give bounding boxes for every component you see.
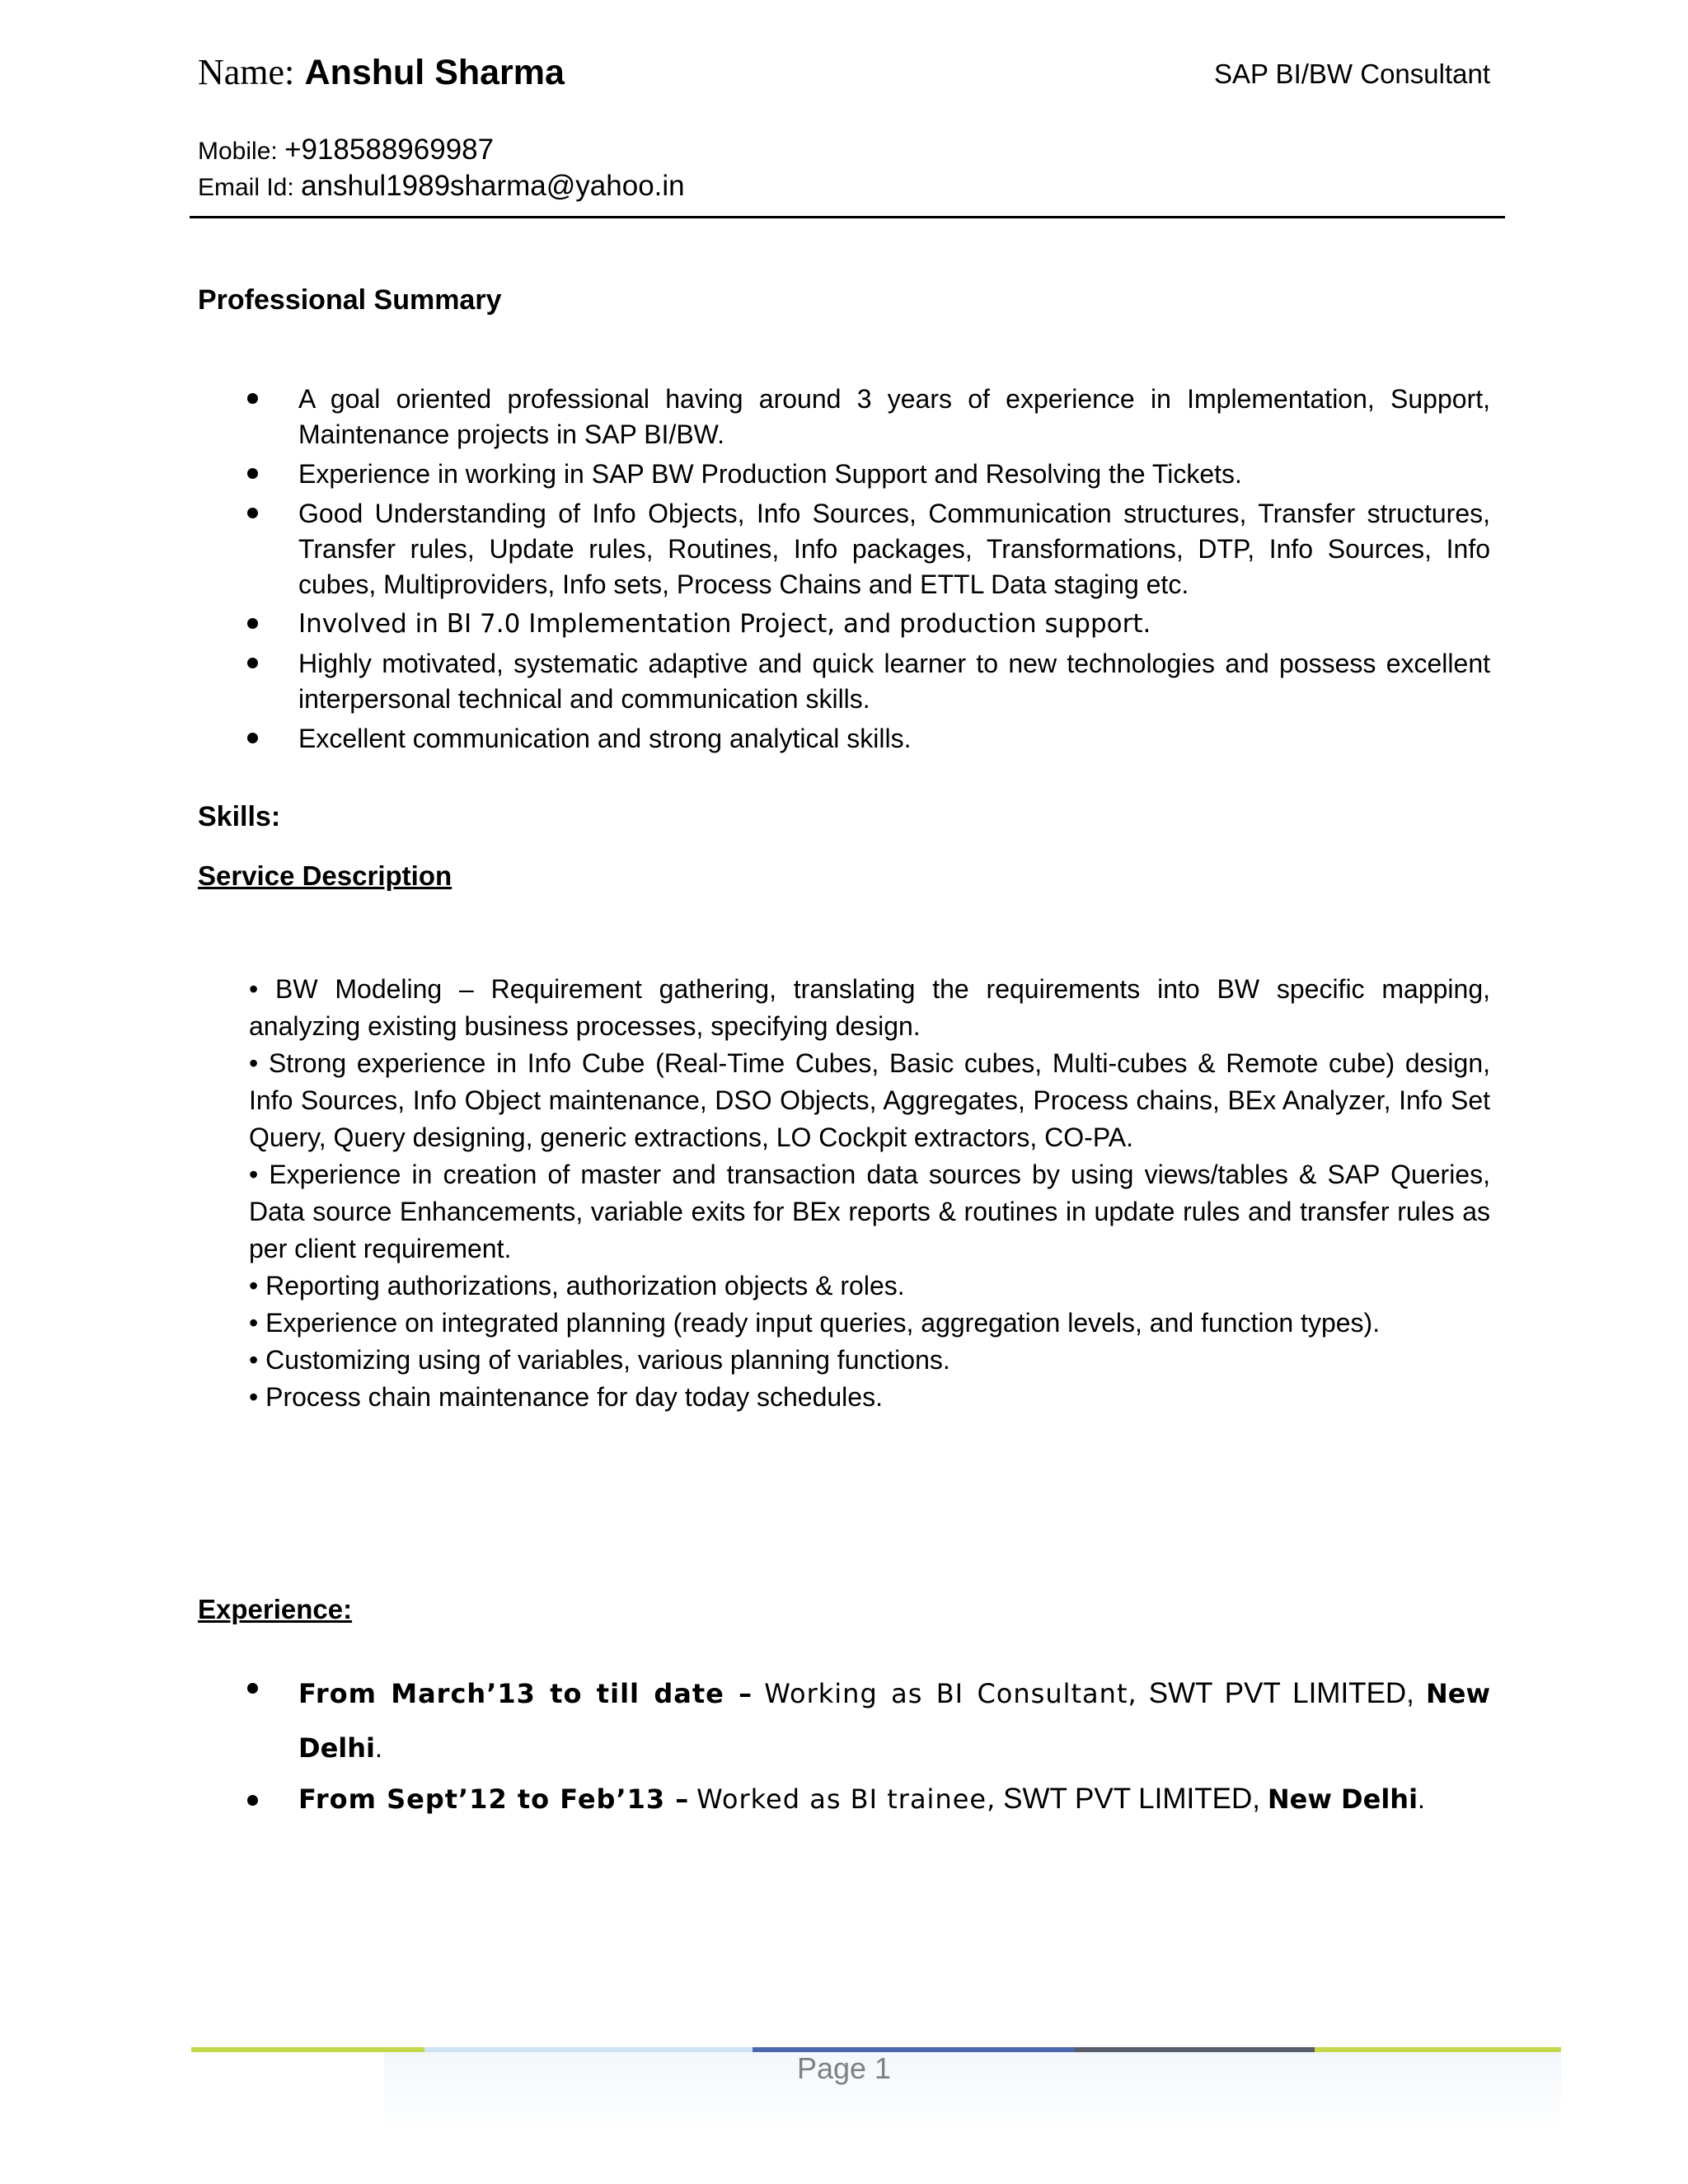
professional-summary-heading: Professional Summary [198, 284, 502, 316]
bullet-icon [247, 468, 258, 479]
summary-list [239, 382, 1490, 761]
experience-role: Working as BI Consultant, [764, 1678, 1137, 1709]
summary-item: Experience in working in SAP BW Production Support and Resolving the Tickets. [239, 457, 1490, 492]
service-item: • Process chain maintenance for day today schedules. [249, 1382, 883, 1412]
email-label: Email Id: [198, 174, 294, 201]
bullet-icon [247, 733, 258, 743]
bullet-icon [247, 618, 258, 629]
service-item: • Experience on integrated planning (ready input queries, aggregation levels, and function types). [249, 1308, 1381, 1338]
summary-item: Involved in BI 7.0 Implementation Project, and production support. [239, 607, 1490, 642]
experience-city: New Delhi [1267, 1783, 1418, 1815]
experience-company: SWT PVT LIMITED, [1003, 1783, 1260, 1815]
service-item: • Reporting authorizations, authorization objects & roles. [249, 1271, 905, 1301]
page-number: Page 1 [796, 2051, 892, 2085]
bullet-icon [247, 1683, 258, 1694]
candidate-name-line [198, 49, 565, 96]
summary-item: Excellent communication and strong analytical skills. [239, 721, 1490, 757]
header-divider [190, 216, 1505, 218]
bullet-icon [247, 508, 258, 518]
summary-item: Good Understanding of Info Objects, Info Sources, Communication structures, Transfer structures, Transfer rules, Update rules, Routines, Info packages, Transformations, DTP, Info Sources, Info cubes, Multiproviders, Info sets, Process Chains and ETTL Data staging etc. [239, 496, 1490, 602]
summary-item: Highly motivated, systematic adaptive and quick learner to new technologies and possess excellent interpersonal technical and communication skills. [239, 646, 1490, 717]
experience-item: From Sept’12 to Feb’13 – Worked as BI trainee, SWT PVT LIMITED, New Delhi. [239, 1779, 1490, 1820]
skills-heading: Skills: [198, 801, 281, 832]
service-description-heading: Service Description [198, 860, 452, 891]
summary-item: A goal oriented professional having around 3 years of experience in Implementation, Support, Maintenance projects in SAP BI/BW. [239, 382, 1490, 452]
experience-item: From March’13 to till date – Working as BI Consultant, SWT PVT LIMITED, New Delhi. [239, 1666, 1490, 1775]
experience-period: From March’13 to till date – [298, 1678, 753, 1709]
mobile-line [198, 134, 494, 168]
service-item: • Strong experience in Info Cube (Real-Time Cubes, Basic cubes, Multi-cubes & Remote cube) design, Info Sources, Info Object maintenance, DSO Objects, Aggregates, Process chains, BEx Analyzer, Info Set Query, Query designing, generic extractions, LO Cockpit extractors, CO-PA. [249, 1048, 1490, 1152]
mobile-label: Mobile: [198, 138, 278, 165]
experience-city: New Delhi [298, 1678, 1491, 1764]
service-item: • Customizing using of variables, various planning functions. [249, 1345, 950, 1375]
bullet-icon [247, 1795, 258, 1806]
candidate-name: Anshul Sharma [304, 53, 565, 92]
job-title: SAP BI/BW Consultant [1213, 59, 1490, 89]
mobile-number: +918588969987 [284, 134, 495, 166]
experience-company: SWT PVT LIMITED, [1148, 1677, 1414, 1709]
experience-period: From Sept’12 to Feb’13 – [298, 1783, 690, 1815]
experience-heading: Experience: [198, 1594, 353, 1624]
service-item: • Experience in creation of master and transaction data sources by using views/tables & SAP Queries, Data source Enhancements, variable exits for BEx reports & routines in update rules and transfer rules as per client requirement. [249, 1160, 1490, 1263]
bullet-icon [247, 658, 258, 668]
email-address: anshul1989sharma@yahoo.in [301, 170, 685, 202]
experience-role: Worked as BI trainee, [696, 1783, 996, 1815]
bullet-icon [247, 393, 258, 404]
service-description-list [249, 971, 1490, 1416]
name-label: Name: [198, 52, 295, 92]
experience-list [239, 1666, 1490, 1820]
service-item: • BW Modeling – Requirement gathering, translating the requirements into BW specific mapping, analyzing existing business processes, specifying design. [249, 974, 1490, 1041]
email-line [198, 170, 685, 204]
